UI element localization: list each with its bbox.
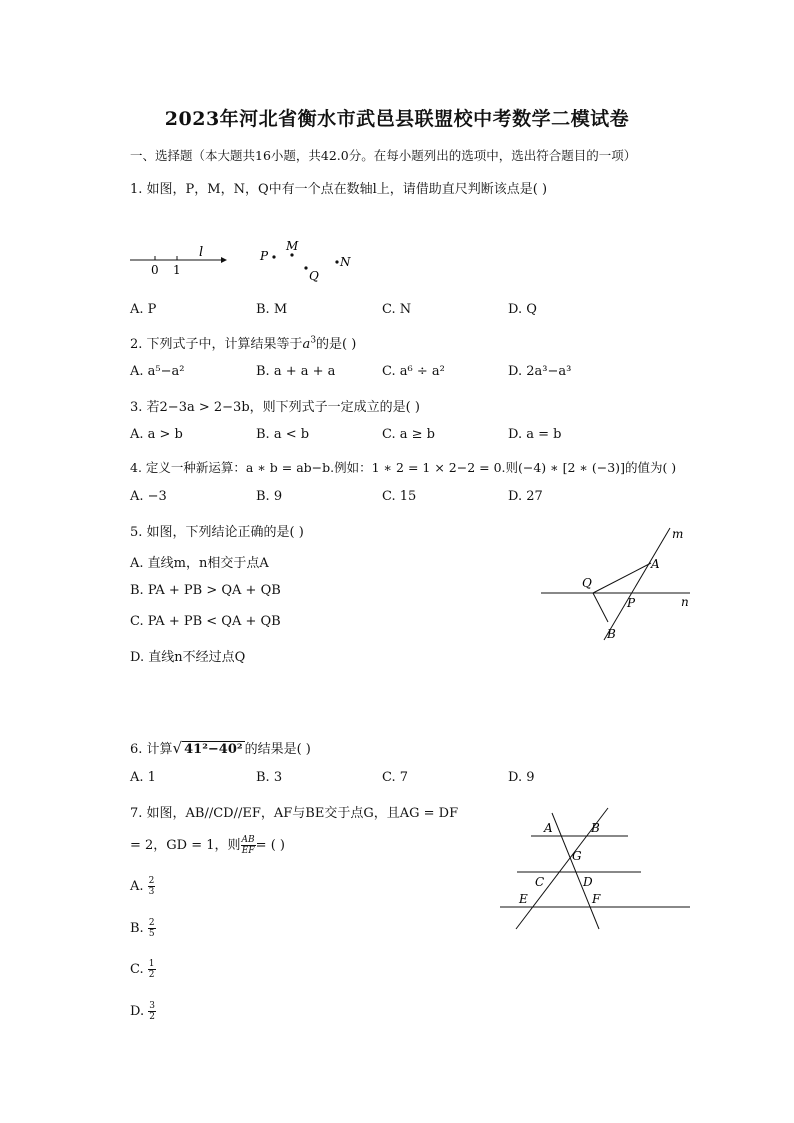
- point-label-q: Q: [582, 576, 592, 590]
- q2-option-c[interactable]: C. a⁶ ÷ a²: [382, 364, 445, 379]
- q3-option-a[interactable]: A. a > b: [130, 427, 183, 442]
- q2-option-b[interactable]: B. a + a + a: [256, 364, 336, 379]
- question-3-text: 3. 若2−3a > 2−3b，则下列式子一定成立的是( ): [130, 400, 420, 415]
- question-6-text: [130, 738, 311, 757]
- point-label-f: F: [592, 892, 601, 906]
- tick-label-0: 0: [151, 263, 159, 277]
- q6-radicand: 41²−40²: [184, 742, 243, 757]
- q4-option-d[interactable]: D. 27: [508, 489, 543, 504]
- q7-option-c[interactable]: C. $\frac{1}{2}$: [130, 959, 155, 980]
- sqrt-icon: √: [172, 739, 183, 757]
- q6-option-a[interactable]: A. 1: [130, 770, 156, 785]
- q1-option-c[interactable]: C. N: [382, 302, 412, 317]
- point-label-a: A: [544, 821, 553, 835]
- q7-option-d[interactable]: D. $\frac{3}{2}$: [130, 1001, 155, 1022]
- q6-prefix: 6. 计算: [130, 742, 173, 757]
- q5-option-c[interactable]: C. PA + PB < QA + QB: [130, 614, 281, 629]
- point-label-c: C: [535, 875, 545, 889]
- q7-line2-prefix: = 2，GD = 1，则: [130, 838, 241, 853]
- q4-option-c[interactable]: C. 15: [382, 489, 417, 504]
- line-label-n: n: [681, 595, 689, 609]
- question-4-text: 4. 定义一种新运算：a ∗ b = ab−b.例如：1 ∗ 2 = 1 × 2−2 = 0.则(−4) ∗ [2 ∗ (−3)]的值为( ): [130, 460, 677, 475]
- q2-base: a: [302, 337, 311, 352]
- q6-option-d[interactable]: D. 9: [508, 770, 535, 785]
- q3-option-c[interactable]: C. a ≥ b: [382, 427, 435, 442]
- q3-option-d[interactable]: D. a = b: [508, 427, 562, 442]
- q6-option-b[interactable]: B. 3: [256, 770, 283, 785]
- q1-option-d[interactable]: D. Q: [508, 302, 537, 317]
- point-label-m: M: [286, 239, 299, 253]
- q2-suffix: 的是( ): [316, 337, 357, 352]
- point-label-p: P: [260, 249, 269, 263]
- line-label-m: m: [672, 527, 684, 541]
- question-1-text: 1. 如图，P，M，N，Q中有一个点在数轴l上，请借助直尺判断该点是( ): [130, 182, 548, 197]
- q7-line2-suffix: = ( ): [255, 838, 285, 853]
- point-label-e: E: [519, 892, 528, 906]
- point-label-p: P: [627, 596, 636, 610]
- q1-option-a[interactable]: A. P: [130, 302, 157, 317]
- q6-suffix: 的结果是( ): [244, 742, 311, 757]
- section-heading: 一、选择题（本大题共16小题，共42.0分。在每小题列出的选项中，选出符合题目的一项）: [130, 148, 637, 163]
- q3-option-b[interactable]: B. a < b: [256, 427, 310, 442]
- question-7-figure: [495, 805, 695, 933]
- point-label-g: G: [572, 849, 582, 863]
- point-label-d: D: [583, 875, 593, 889]
- question-2-text: [130, 333, 356, 352]
- q2-option-a[interactable]: A. a⁵−a²: [130, 364, 185, 379]
- question-7-text-line1: 7. 如图，AB//CD//EF，AF与BE交于点G，且AG = DF: [130, 806, 459, 821]
- q5-option-b[interactable]: B. PA + PB > QA + QB: [130, 583, 281, 598]
- axis-label-l: l: [199, 245, 204, 260]
- question-5-text: 5. 如图，下列结论正确的是( ): [130, 525, 304, 540]
- point-label-n: N: [340, 255, 351, 269]
- q4-option-a[interactable]: A. −3: [130, 489, 167, 504]
- tick-label-1: 1: [173, 263, 181, 277]
- q5-option-a[interactable]: A. 直线m，n相交于点A: [130, 556, 269, 571]
- q6-option-c[interactable]: C. 7: [382, 770, 409, 785]
- question-7-text-line2: [130, 834, 285, 856]
- point-label-q: Q: [309, 269, 319, 283]
- q2-exponent: 3: [310, 335, 317, 346]
- question-1-figure: [125, 236, 365, 286]
- point-label-a: A: [651, 557, 660, 571]
- q4-option-b[interactable]: B. 9: [256, 489, 283, 504]
- point-label-b: B: [607, 627, 616, 641]
- page-title: 2023年河北省衡水市武邑县联盟校中考数学二模试卷: [164, 108, 630, 130]
- q5-option-d[interactable]: D. 直线n不经过点Q: [130, 650, 246, 665]
- point-label-b: B: [591, 821, 600, 835]
- q1-option-b[interactable]: B. M: [256, 302, 288, 317]
- q2-prefix: 2. 下列式子中，计算结果等于: [130, 337, 303, 352]
- q7-option-b[interactable]: B. $\frac{2}{5}$: [130, 918, 155, 939]
- q2-option-d[interactable]: D. 2a³−a³: [508, 364, 572, 379]
- question-5-figure: [538, 520, 698, 645]
- q7-option-a[interactable]: A. $\frac{2}{3}$: [130, 876, 155, 897]
- q7-fraction: $\frac{AB}{EF}$: [241, 835, 255, 856]
